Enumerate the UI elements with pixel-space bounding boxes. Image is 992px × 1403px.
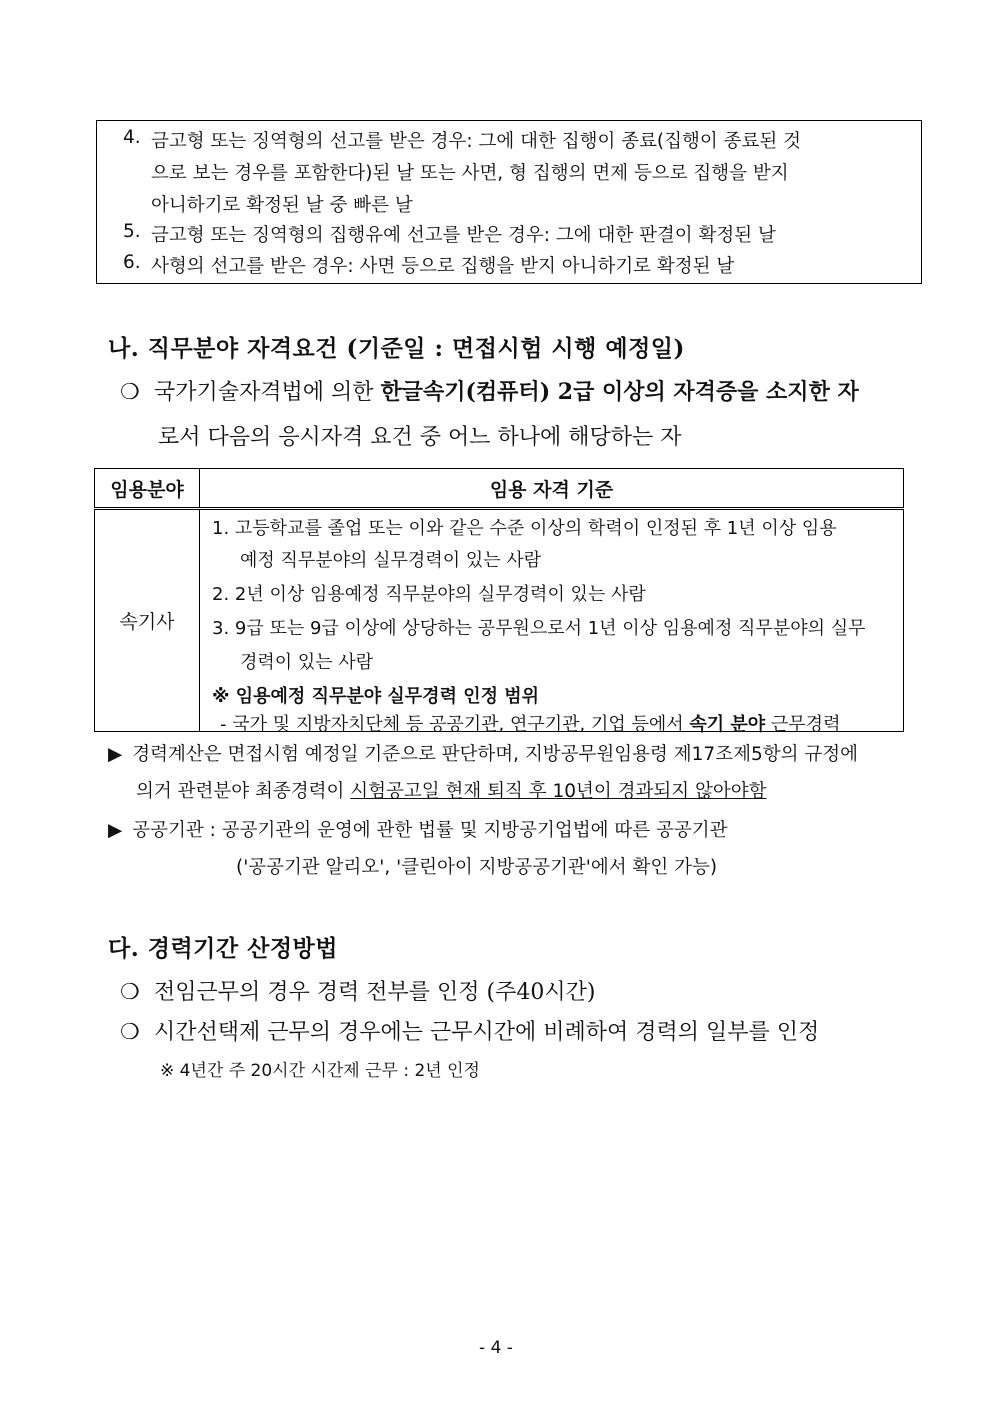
circle-bullet-icon: ❍ [120, 980, 140, 1005]
remark-2 [108, 816, 728, 842]
circle-bullet-icon: ❍ [120, 380, 140, 405]
career-note: ※ 4년간 주 20시간 시간제 근무 : 2년 인정 [160, 1061, 480, 1081]
remark-1 [108, 740, 858, 766]
criterion-1-line1: 1. 고등학교를 졸업 또는 이와 같은 수준 이상의 학력이 인정된 후 1년 이상 임용 [212, 518, 837, 539]
qualification-bullet-cont: 로서 다음의 응시자격 요건 중 어느 하나에 해당하는 자 [158, 425, 682, 450]
section-heading-career-period: 다. 경력기간 산정방법 [108, 935, 338, 962]
criterion-1-line2: 예정 직무분야의 실무경력이 있는 사람 [240, 550, 542, 571]
remark-1-line1: 경력계산은 면접시험 예정일 기준으로 판단하며, 지방공무원임용령 제17조제5항의 규정에 [132, 744, 858, 765]
criterion-2-line1: 2. 2년 이상 임용예정 직무분야의 실무경력이 있는 사람 [212, 584, 646, 605]
table-header-criteria: 임용 자격 기준 [200, 469, 904, 509]
remark-1-line2 [136, 777, 766, 803]
note-suffix: 근무경력 [765, 714, 841, 735]
career-bullet-2-text: 시간선택제 근무의 경우에는 근무시간에 비례하여 경력의 일부를 인정 [154, 1020, 820, 1045]
remark-1-line2-underline: 시험공고일 현재 퇴직 후 10년이 경과되지 않아야함 [350, 781, 767, 802]
list-item-5-number: 5. [123, 221, 141, 242]
list-item-5-line1: 금고형 또는 징역형의 집행유예 선고를 받은 경우: 그에 대한 판결이 확정된 날 [151, 225, 776, 246]
remark-2-line2: ('공공기관 알리오', '클린아이 지방공공기관'에서 확인 가능) [236, 857, 718, 878]
list-item-4-line3: 아니하기로 확정된 날 중 빠른 날 [151, 195, 413, 216]
experience-note-body [220, 710, 840, 736]
bullet-prefix: 국가기술자격법에 의한 [154, 380, 381, 405]
table-field-stenographer: 속기사 [95, 509, 200, 732]
qualification-bullet [120, 375, 859, 406]
list-item-4-number: 4. [123, 127, 141, 148]
page-number: - 4 - [479, 1338, 513, 1358]
experience-note-title: ※ 임용예정 직무분야 실무경력 인정 범위 [212, 686, 540, 707]
qualification-table [94, 468, 904, 735]
arrow-icon: ▶ [108, 744, 123, 765]
section-heading-qualification: 나. 직무분야 자격요건 (기준일 : 면접시험 시행 예정일) [108, 335, 685, 362]
note-prefix: - 국가 및 지방자치단체 등 공공기관, 연구기관, 기업 등에서 [220, 714, 690, 735]
list-item-4-line2: 으로 보는 경우를 포함한다)된 날 또는 사면, 형 집행의 면제 등으로 집행을 받지 [151, 163, 789, 184]
table-criteria-cell [200, 509, 904, 735]
criterion-3-line1: 3. 9급 또는 9급 이상에 상당하는 공무원으로서 1년 이상 임용예정 직무분야의 실무 [212, 618, 866, 639]
list-item-6-number: 6. [123, 252, 141, 273]
career-bullet-1-text: 전임근무의 경우 경력 전부를 인정 (주40시간) [154, 980, 596, 1005]
table-header-field: 임용분야 [95, 469, 200, 509]
disqualification-list-box [96, 120, 922, 284]
criterion-3-line2: 경력이 있는 사람 [240, 652, 374, 673]
remark-1-line2-prefix: 의거 관련분야 최종경력이 [136, 781, 351, 802]
remark-2-line1: 공공기관 : 공공기관의 운영에 관한 법률 및 지방공기업법에 따른 공공기관 [132, 820, 728, 841]
bullet-emphasis: 한글속기(컴퓨터) 2급 이상의 자격증을 소지한 자 [380, 379, 859, 405]
list-item-6-line1: 사형의 선고를 받은 경우: 사면 등으로 집행을 받지 아니하기로 확정된 날 [151, 256, 735, 277]
circle-bullet-icon: ❍ [120, 1020, 140, 1045]
list-item-4-line1: 금고형 또는 징역형의 선고를 받은 경우: 그에 대한 집행이 종료(집행이 종료된 것 [151, 131, 802, 152]
career-bullet-1 [120, 975, 595, 1006]
note-bold: 속기 분야 [689, 714, 766, 735]
career-bullet-2 [120, 1015, 819, 1046]
arrow-icon: ▶ [108, 820, 123, 841]
